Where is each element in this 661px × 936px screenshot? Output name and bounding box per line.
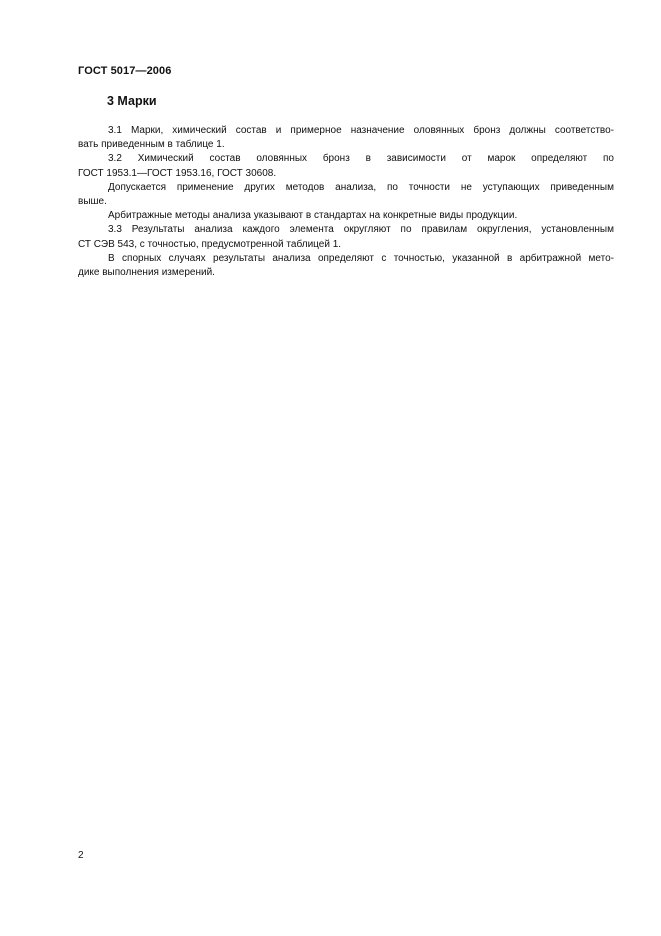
- paragraph-line: 3.1 Марки, химический состав и примерное назначение оловянных бронз должны соответство-: [108, 125, 614, 136]
- paragraph-line: Арбитражные методы анализа указывают в стандартах на конкретные виды продукции.: [108, 210, 518, 222]
- paragraph: [78, 152, 614, 180]
- paragraph-line: СТ СЭВ 543, с точностью, предусмотренной таблицей 1.: [78, 238, 342, 250]
- paragraph-line: выше.: [78, 196, 107, 208]
- paragraph: [78, 252, 614, 280]
- paragraph-line: В спорных случаях результаты анализа определяют с точностью, указанной в арбитражной мето-: [108, 252, 614, 264]
- paragraph: [78, 209, 614, 223]
- paragraph: [78, 181, 614, 209]
- paragraph-line: 3.2 Химический состав оловянных бронз в зависимости от марок определяют по: [108, 153, 614, 165]
- paragraph-line: ГОСТ 1953.1—ГОСТ 1953.16, ГОСТ 30608.: [78, 167, 277, 179]
- paragraph: [78, 124, 614, 152]
- paragraph: [78, 223, 614, 251]
- paragraph-line: Допускается применение других методов анализа, по точности не уступающих приведенным: [108, 181, 614, 193]
- section-title: 3 Марки: [107, 94, 157, 108]
- paragraph-line: 3.3 Результаты анализа каждого элемента округляют по правилам округления, установленным: [108, 224, 614, 236]
- document-code: ГОСТ 5017—2006: [78, 65, 172, 77]
- paragraph-line: вать приведенным в таблице 1.: [78, 139, 225, 151]
- section-body: [78, 124, 614, 280]
- paragraph-line: дике выполнения измерений.: [78, 267, 215, 279]
- page-number: 2: [78, 850, 84, 861]
